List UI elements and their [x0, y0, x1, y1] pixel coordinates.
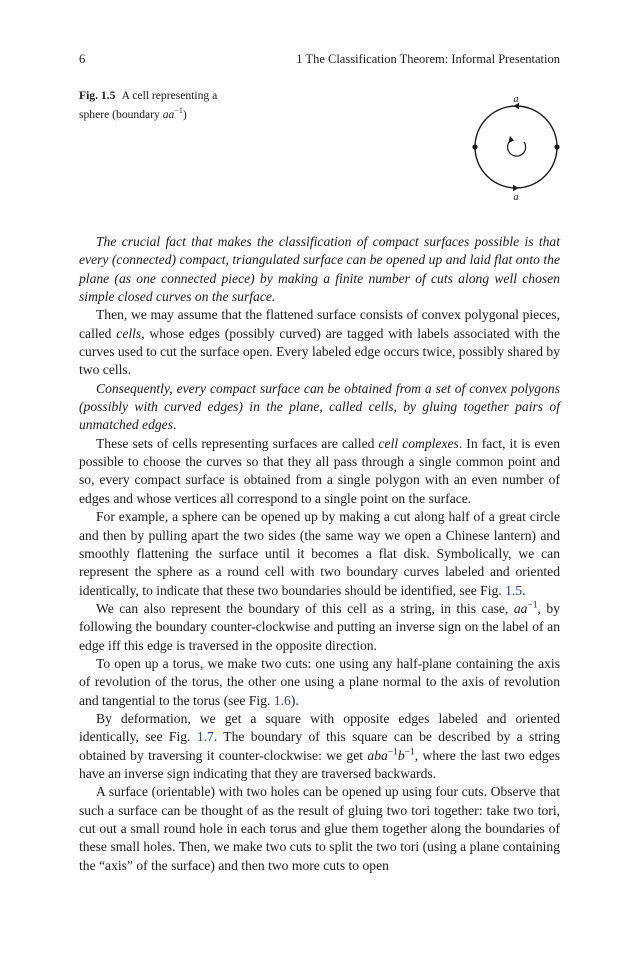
- bottom-arrow-icon: [513, 185, 519, 191]
- text-run: . In fact, it is even possible to choose the curves so that they all pass through a single common point and so, every compact surface is obtained from a single polygon with an even number of edges and whose vertices all correspond to a single point on the surface.: [79, 435, 561, 506]
- math-run: aa: [513, 600, 528, 616]
- math-run: b: [397, 747, 405, 763]
- text-run: To open up a torus, we make two cuts: one using any half-plane containing the axis of revolution of the torus, the other one using a plane normal to the axis of revolution and tangential to the torus (see Fig.: [79, 655, 560, 708]
- caption-text: A cell representing a sphere (boundary: [79, 89, 218, 121]
- paragraph-deformation: [79, 710, 560, 783]
- caption-superscript: −1: [174, 106, 183, 115]
- math-superscript: −1: [527, 600, 538, 611]
- text-run: , whose edges (possibly curved) are tagged with labels associated with the curves used to cut the surface open. Every labeled edge occurs twice, possibly shared by two cells.: [79, 325, 560, 378]
- text-run: , by following the boundary counter-clockwise and putting an inverse sign on the label of an edge iff this edge is traversed in the opposite direction.: [79, 600, 561, 653]
- text-run: These sets of cells representing surfaces are called: [96, 435, 379, 451]
- running-head: [79, 52, 560, 68]
- paragraph-sphere-example: [79, 508, 560, 600]
- text-run: , where the last two edges have an inverse sign indicating that they are traversed backwards.: [79, 747, 560, 781]
- top-edge-label: a: [513, 94, 519, 105]
- paragraph-cells: [79, 306, 560, 379]
- orientation-arrowhead-icon: [508, 136, 514, 143]
- term-cell-complexes: cell complexes: [378, 435, 459, 451]
- paragraph-two-holes: A surface (orientable) with two holes can be opened up using four cuts. Observe that such a surface can be thought of as the result of gluing two tori together: take two tori, cut out a small round hole in each torus and glue them together along the boundaries of these small holes. Then, we make two cuts to split the two tori (using a plane containing the “axis” of the surface) and then two more cuts to open: [79, 784, 560, 873]
- right-vertex: [554, 144, 559, 149]
- term-cells: cells: [116, 325, 142, 341]
- figure-ref-1-6[interactable]: 1.6: [273, 692, 291, 708]
- math-superscript: −1: [404, 747, 415, 758]
- text-run: ).: [290, 692, 299, 708]
- body-text: [79, 233, 560, 875]
- figure-ref-1-7[interactable]: 1.7: [196, 729, 214, 745]
- page-number: 6: [79, 52, 86, 66]
- text-run: We can also represent the boundary of this cell as a string, in this case,: [96, 600, 514, 616]
- text-run: For example, a sphere can be opened up by making a cut along half of a great circle and then by pulling apart the two sides (the same way we open a Chinese lantern) and smoothly flattening the surface until it becomes a flat disk. Symbolically, we can represent the sphere as a round cell with two boundary curves labeled and oriented identically, to indicate that these two boundaries should be identified, see Fig.: [79, 509, 560, 598]
- figure-caption: [79, 88, 249, 122]
- text-run: By deformation, we get a square with opposite edges labeled and oriented identically, see Fig.: [79, 710, 560, 745]
- orientation-arrow-icon: [508, 141, 526, 156]
- paragraph-key-fact: The crucial fact that makes the classification of compact surfaces possible is that every (connected) compact, triangulated surface can be opened up and laid flat onto the plane (as one connected piece) by making a finite number of cuts along well chosen simple closed curves on the surface.: [79, 234, 560, 305]
- figure-label: Fig. 1.5: [79, 89, 116, 102]
- chapter-title: 1 The Classification Theorem: Informal Presentation: [296, 52, 560, 66]
- figure-ref-1-5[interactable]: 1.5: [505, 582, 523, 598]
- math-superscript: −1: [387, 747, 398, 758]
- paragraph-cell-complexes: [79, 435, 560, 508]
- text-run: Consequently, every compact surface can be obtained from a set of convex polygons (possibly with curved edges) in the plane, called cells, by gluing together pairs of unmatched edges: [79, 380, 560, 433]
- left-vertex: [472, 144, 477, 149]
- math-run: aba: [367, 747, 388, 763]
- text-run: .: [173, 417, 177, 433]
- paragraph-torus: [79, 655, 560, 710]
- caption-close: ): [182, 107, 187, 121]
- paragraph-boundary-string: [79, 600, 560, 655]
- bottom-edge-label: a: [513, 192, 519, 203]
- paragraph-consequently: [79, 380, 560, 435]
- text-run: Then, we may assume that the flattened surface consists of convex polygonal pieces, called: [79, 307, 560, 341]
- cell-boundary-circle: [475, 106, 557, 188]
- sphere-cell-figure: [466, 90, 566, 205]
- text-run: . The boundary of this square can be described by a string obtained by traversing it counter-clockwise: we get: [79, 729, 560, 763]
- caption-math: aa: [162, 107, 175, 121]
- text-run: .: [522, 582, 526, 598]
